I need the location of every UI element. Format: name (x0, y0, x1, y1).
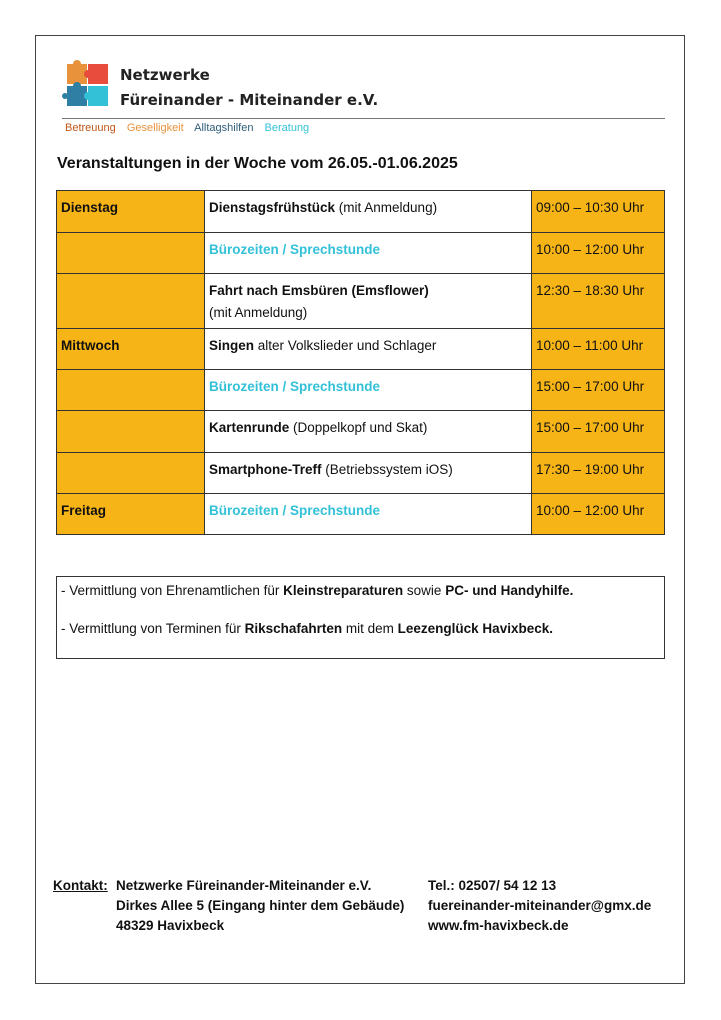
event-title: Bürozeiten / Sprechstunde (209, 379, 381, 394)
table-row (57, 411, 665, 453)
table-row (57, 453, 665, 494)
day-cell (57, 453, 205, 494)
event-cell (205, 453, 532, 494)
contact-org: Netzwerke Füreinander-Miteinander e.V. (116, 878, 372, 893)
contact-city: 48329 Havixbeck (116, 918, 225, 933)
event-title: Smartphone-Treff (209, 462, 322, 477)
time-cell: 17:30 – 19:00 Uhr (532, 453, 665, 494)
event-cell (205, 411, 532, 453)
puzzle-pieces-icon (62, 60, 112, 112)
org-name-line1: Netzwerke (120, 66, 210, 84)
event-title: Kartenrunde (209, 420, 290, 435)
event-cell (205, 274, 532, 329)
event-note: alter Volkslieder und Schlager (254, 338, 437, 353)
tag-betreuung: Betreuung (65, 122, 116, 134)
day-cell (57, 233, 205, 274)
time-cell: 12:30 – 18:30 Uhr (532, 274, 665, 329)
event-cell (205, 191, 532, 233)
tag-beratung: Beratung (264, 122, 310, 134)
header-divider (62, 118, 665, 119)
event-cell (205, 494, 532, 535)
contact-address (116, 876, 404, 936)
table-row (57, 274, 665, 329)
event-title: Bürozeiten / Sprechstunde (209, 503, 381, 518)
day-cell (57, 370, 205, 411)
time-cell: 09:00 – 10:30 Uhr (532, 191, 665, 233)
contact-email[interactable]: fuereinander-miteinander@gmx.de (428, 898, 652, 913)
event-note: (mit Anmeldung) (209, 305, 308, 320)
day-cell: Dienstag (57, 191, 205, 233)
table-row (57, 329, 665, 370)
event-cell (205, 370, 532, 411)
tagline (65, 122, 317, 134)
info-line-1: - Vermittlung von Ehrenamtlichen für Kleinstreparaturen sowie PC- und Handyhilfe. (61, 583, 574, 598)
event-cell (205, 329, 532, 370)
contact-phone: Tel.: 02507/ 54 12 13 (428, 878, 557, 893)
schedule-table (56, 190, 665, 535)
event-title: Dienstagsfrühstück (209, 200, 336, 215)
tag-geselligkeit: Geselligkeit (126, 122, 184, 134)
contact-label: Kontakt: (53, 878, 108, 893)
info-box (56, 576, 665, 659)
tag-alltagshilfen: Alltagshilfen (194, 122, 254, 134)
time-cell: 10:00 – 12:00 Uhr (532, 233, 665, 274)
day-cell (57, 274, 205, 329)
table-row (57, 191, 665, 233)
table-row (57, 494, 665, 535)
event-note: (Betriebssystem iOS) (321, 462, 453, 477)
time-cell: 10:00 – 11:00 Uhr (532, 329, 665, 370)
info-line-2: - Vermittlung von Terminen für Rikschafahrten mit dem Leezenglück Havixbeck. (61, 621, 553, 636)
event-cell (205, 233, 532, 274)
time-cell: 10:00 – 12:00 Uhr (532, 494, 665, 535)
event-note: (Doppelkopf und Skat) (289, 420, 428, 435)
day-cell (57, 411, 205, 453)
time-cell: 15:00 – 17:00 Uhr (532, 370, 665, 411)
event-note: (mit Anmeldung) (335, 200, 438, 215)
day-cell: Freitag (57, 494, 205, 535)
event-title: Bürozeiten / Sprechstunde (209, 242, 381, 257)
event-title: Fahrt nach Emsbüren (Emsflower) (209, 283, 429, 298)
page-title: Veranstaltungen in der Woche vom 26.05.-01.06.2025 (57, 155, 458, 172)
table-row (57, 370, 665, 411)
event-title: Singen (209, 338, 255, 353)
contact-details (428, 876, 651, 936)
table-row (57, 233, 665, 274)
day-cell: Mittwoch (57, 329, 205, 370)
contact-street: Dirkes Allee 5 (Eingang hinter dem Gebäude) (116, 898, 405, 913)
time-cell: 15:00 – 17:00 Uhr (532, 411, 665, 453)
contact-website[interactable]: www.fm-havixbeck.de (428, 918, 569, 933)
org-name-line2: Füreinander - Miteinander e.V. (120, 91, 379, 109)
